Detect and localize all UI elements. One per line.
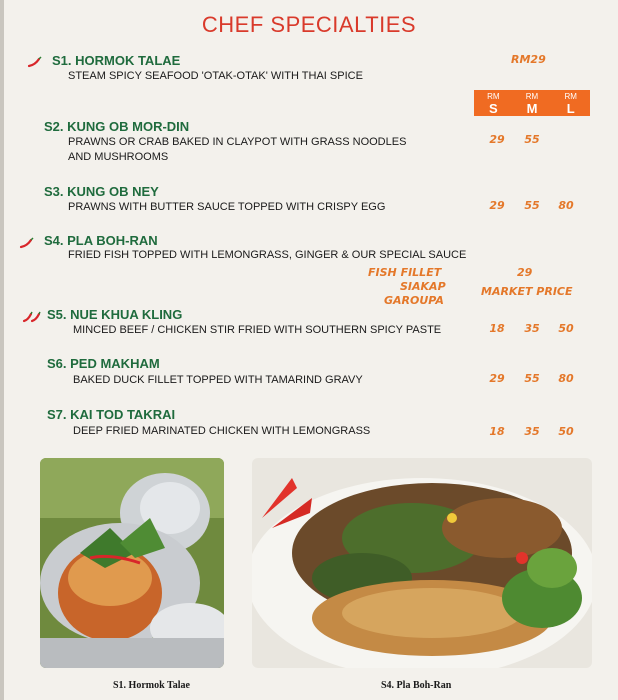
size-m-label: M — [526, 101, 538, 116]
photo-pla-boh-ran-image — [252, 458, 592, 668]
photo-hormok-talae-image — [40, 458, 224, 668]
item-price-s5-l: 50 — [558, 322, 574, 335]
size-rm-label: RM — [525, 92, 539, 101]
item-desc-s2-line2: AND MUSHROOMS — [68, 151, 169, 163]
item-price-s5-m: 35 — [524, 322, 540, 335]
item-name-s6: S6. PED MAKHAM — [47, 356, 160, 371]
item-price-s2-s: 29 — [489, 133, 505, 146]
chili-icon — [27, 56, 47, 68]
page-edge — [0, 0, 4, 700]
size-col-m — [513, 90, 552, 116]
item-price-s7-s: 18 — [489, 425, 505, 438]
option-siakap: SIAKAP — [400, 280, 446, 293]
size-col-s — [474, 90, 513, 116]
item-price-s1: RM29 — [511, 53, 546, 66]
item-price-s3-m: 55 — [524, 199, 540, 212]
item-desc-s7: DEEP FRIED MARINATED CHICKEN WITH LEMONGRASS — [73, 425, 371, 437]
item-price-s5-s: 18 — [489, 322, 505, 335]
item-price-s6-s: 29 — [489, 372, 505, 385]
item-desc-s5: MINCED BEEF / CHICKEN STIR FRIED WITH SOUTHERN SPICY PASTE — [73, 324, 442, 336]
item-name-s4: S4. PLA BOH-RAN — [44, 233, 158, 248]
item-name-s7: S7. KAI TOD TAKRAI — [47, 407, 176, 422]
item-name-s3: S3. KUNG OB NEY — [44, 184, 159, 199]
item-price-s7-l: 50 — [558, 425, 574, 438]
option-market-price: MARKET PRICE — [481, 285, 573, 298]
item-desc-s3: PRAWNS WITH BUTTER SAUCE TOPPED WITH CRISPY EGG — [68, 201, 386, 213]
item-name-s1: S1. HORMOK TALAE — [52, 53, 181, 68]
item-price-s6-m: 55 — [524, 372, 540, 385]
option-garoupa: GAROUPA — [384, 294, 444, 307]
item-price-s2-m: 55 — [524, 133, 540, 146]
photo-hormok-talae — [40, 458, 224, 668]
item-name-s5: S5. NUE KHUA KLING — [47, 307, 183, 322]
item-price-s6-l: 80 — [558, 372, 574, 385]
chili-icon — [19, 237, 39, 249]
item-price-s7-m: 35 — [524, 425, 540, 438]
size-col-l — [551, 90, 590, 116]
size-header — [474, 90, 590, 116]
item-desc-s6: BAKED DUCK FILLET TOPPED WITH TAMARIND GRAVY — [73, 374, 363, 386]
item-price-s3-s: 29 — [489, 199, 505, 212]
size-l-label: L — [566, 101, 575, 116]
item-price-s3-l: 80 — [558, 199, 574, 212]
photo-caption-s1: S1. Hormok Talae — [113, 680, 190, 691]
photo-caption-s4: S4. Pla Boh-Ran — [381, 680, 452, 691]
item-desc-s2-line1: PRAWNS OR CRAB BAKED IN CLAYPOT WITH GRASS NOODLES — [68, 136, 407, 148]
option-fish-fillet-price: 29 — [517, 266, 533, 279]
size-rm-label: RM — [487, 92, 500, 101]
item-name-s2: S2. KUNG OB MOR-DIN — [44, 119, 190, 134]
size-rm-label: RM — [564, 92, 577, 101]
item-desc-s1: STEAM SPICY SEAFOOD 'OTAK-OTAK' WITH THAI SPICE — [68, 70, 363, 82]
photo-pla-boh-ran — [252, 458, 592, 668]
item-desc-s4: FRIED FISH TOPPED WITH LEMONGRASS, GINGER & OUR SPECIAL SAUCE — [68, 249, 467, 261]
size-s-label: S — [489, 101, 498, 116]
option-fish-fillet: FISH FILLET — [368, 266, 442, 279]
page-title: CHEF SPECIALTIES — [201, 12, 417, 37]
